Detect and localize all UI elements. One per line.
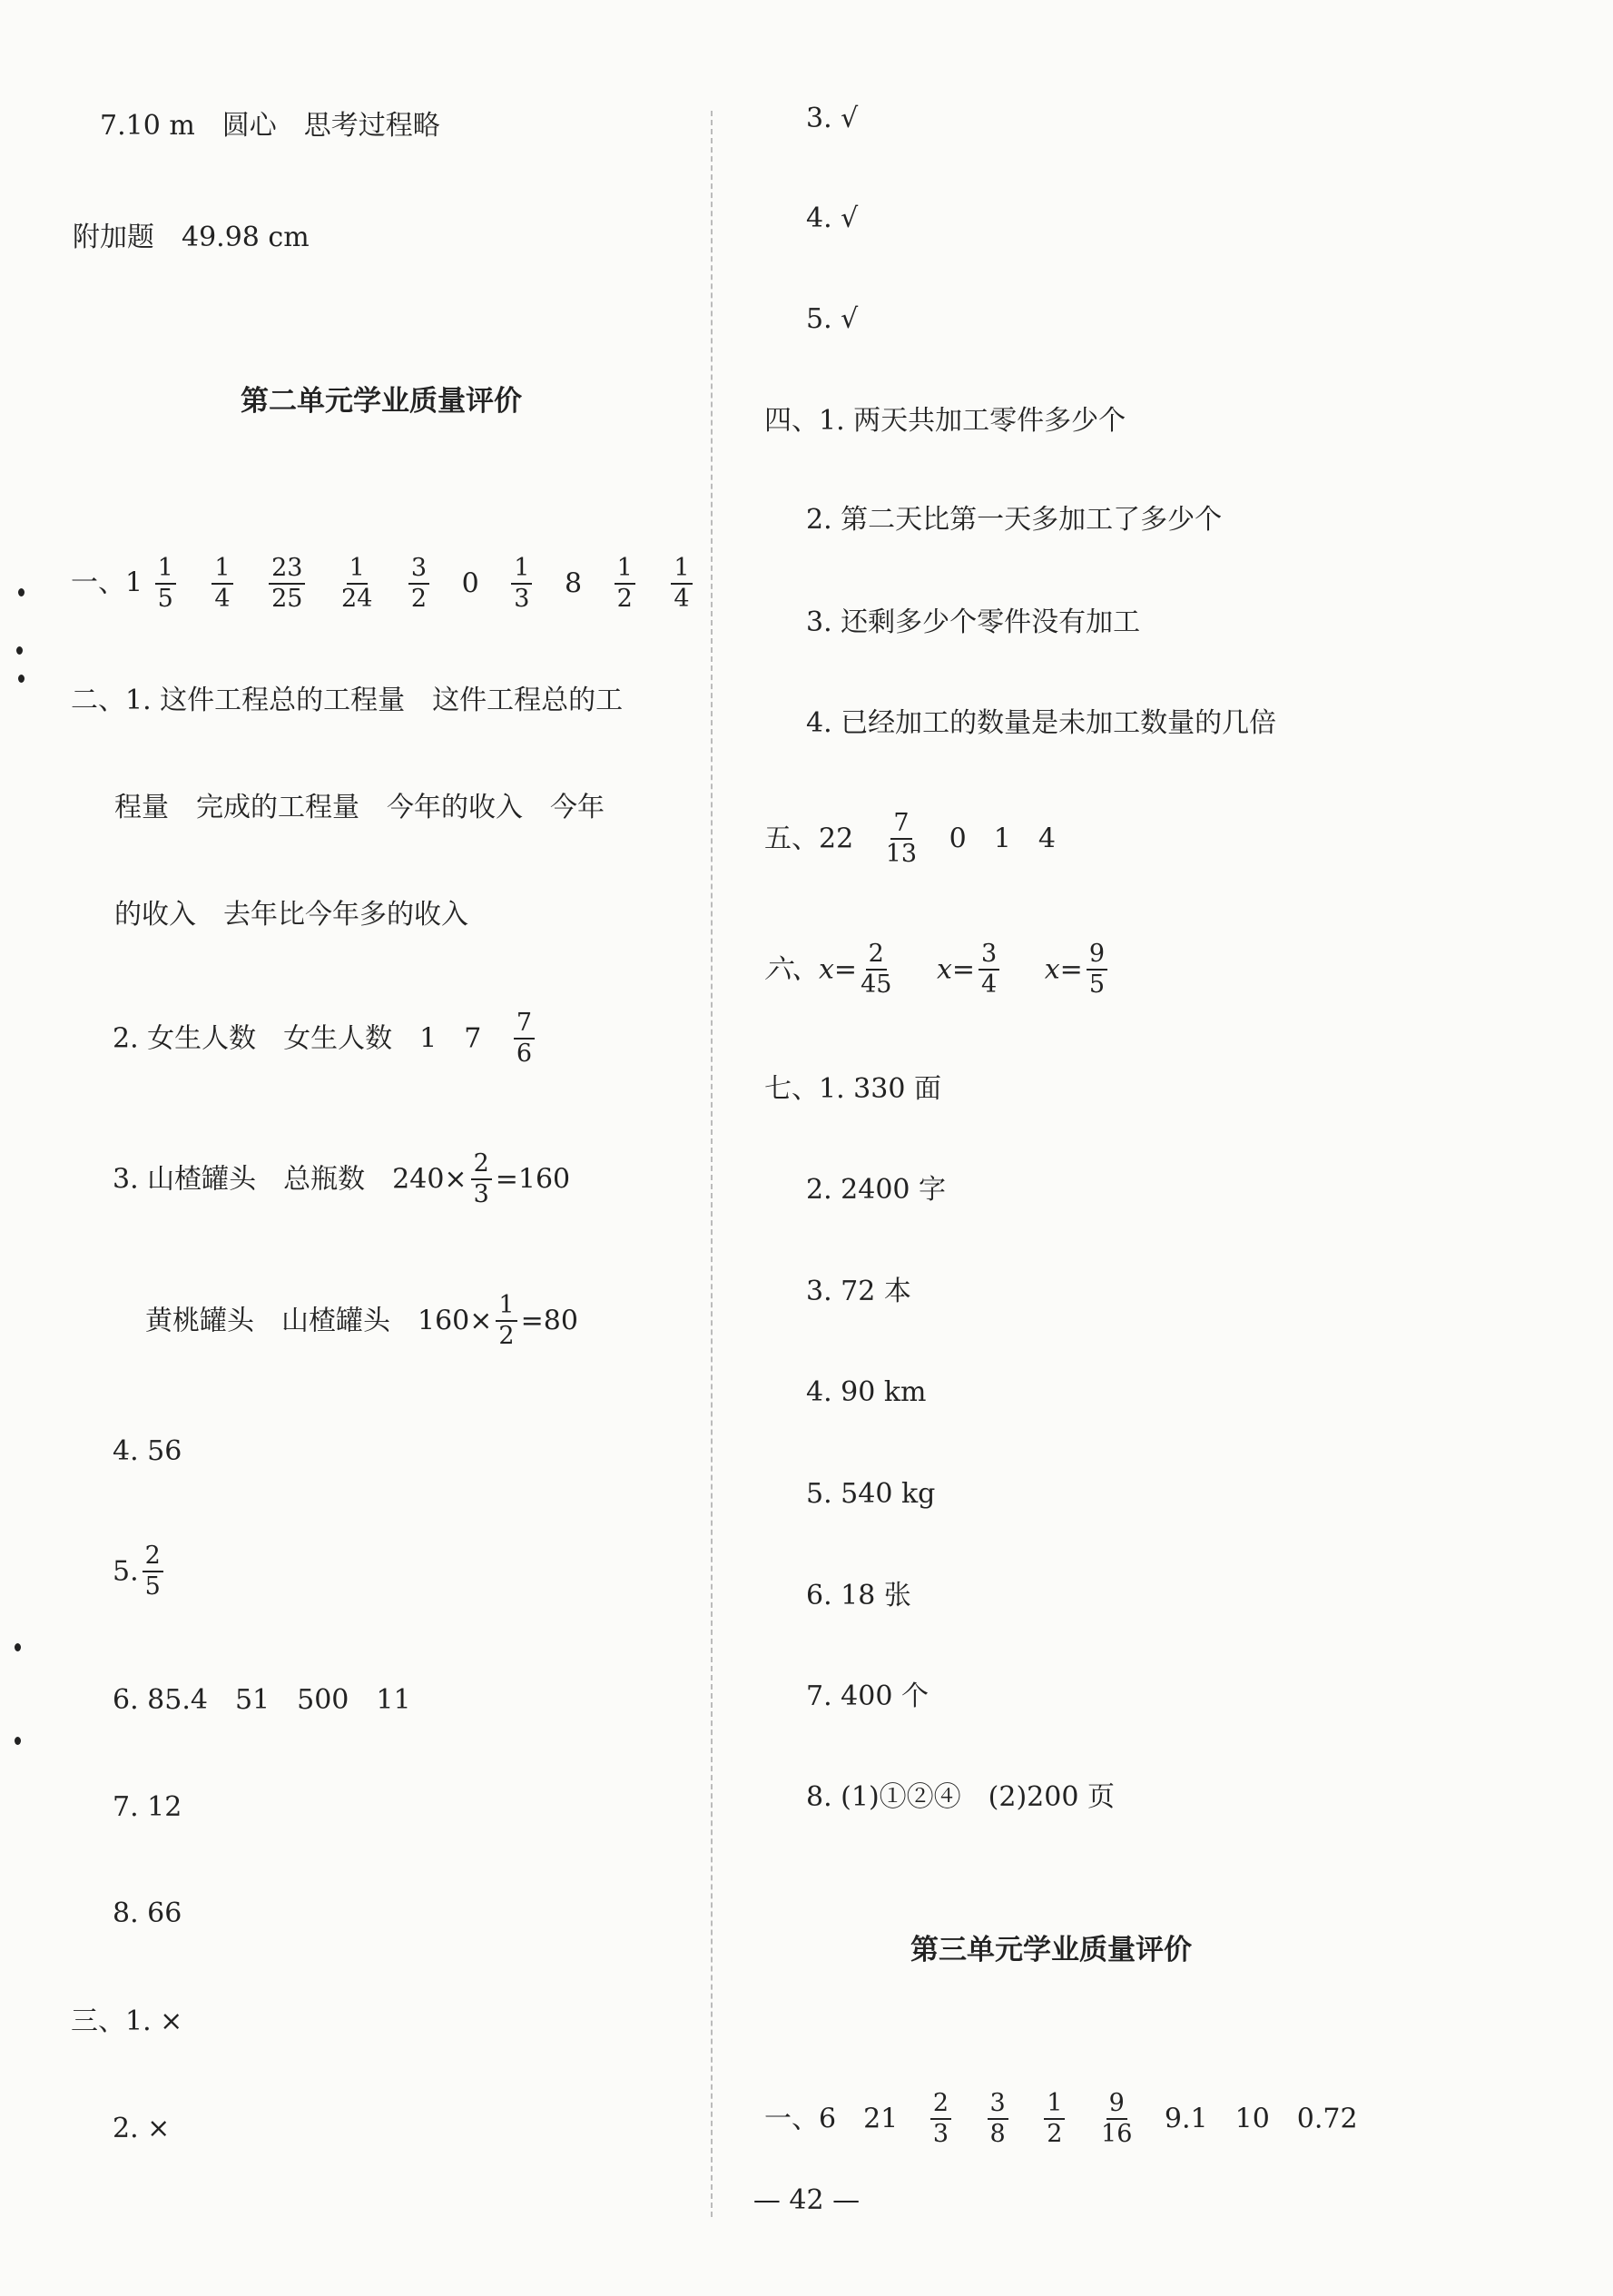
answer-line: 8. 66 xyxy=(113,1897,182,1929)
answer-line: 3. 72 本 xyxy=(806,1276,911,1307)
answer-line: 8. (1)①②④ (2)200 页 xyxy=(806,1781,1115,1813)
answer-line: 程量 完成的工程量 今年的收入 今年 xyxy=(114,792,605,823)
margin-dot xyxy=(16,646,23,655)
margin-dot xyxy=(15,1737,21,1745)
answer-line: 5. 540 kg xyxy=(806,1478,936,1510)
answer-line: 2. 女生人数 女生人数 1 7 $\frac{7}{6}$ xyxy=(113,1010,538,1068)
answer-line: 附加题 49.98 cm xyxy=(73,222,310,253)
answer-line: 6. 85.4 51 500 11 xyxy=(113,1684,411,1716)
answer-line: 4. 56 xyxy=(113,1435,182,1467)
answer-line: 七、1. 330 面 xyxy=(764,1073,941,1105)
answer-line: 4. 90 km xyxy=(806,1376,927,1408)
answer-line: 7. 12 xyxy=(113,1791,182,1823)
answer-line: 二、1. 这件工程总的工程量 这件工程总的工 xyxy=(71,685,624,716)
answer-line: 7. 400 个 xyxy=(806,1680,929,1712)
answer-line: 5. $\frac{2}{5}$ xyxy=(113,1543,167,1601)
answer-line: 三、1. × xyxy=(71,2005,183,2037)
answer-line: 4. √ xyxy=(806,202,859,234)
column-divider xyxy=(711,111,713,2217)
answer-line: 7.10 m 圆心 思考过程略 xyxy=(100,110,440,142)
answer-line: 3. √ xyxy=(806,103,859,134)
answer-line: 4. 已经加工的数量是未加工数量的几倍 xyxy=(806,707,1277,739)
answer-line: 一、1 $\frac{1}{5}$ $\frac{1}{4}$ $\frac{23}{25}$ $\frac{1}{24}$ $\frac{3}{2}$ 0 $\frac{1}{3}$ 8 $\frac{1}{2}$ $\frac{1}{4}$ xyxy=(71,556,696,613)
answer-line: 黄桃罐头 山楂罐头 160× $\frac{1}{2}$ =80 xyxy=(145,1291,578,1351)
answer-line: 的收入 去年比今年多的收入 xyxy=(114,899,468,931)
answer-line: 四、1. 两天共加工零件多少个 xyxy=(764,405,1126,437)
answer-line: 5. √ xyxy=(806,303,859,335)
margin-dot xyxy=(18,675,25,683)
answer-line: 3. 还剩多少个零件没有加工 xyxy=(806,606,1141,638)
margin-dot xyxy=(15,1643,21,1651)
page-number: — 42 — xyxy=(752,2184,861,2216)
answer-line: 6. 18 张 xyxy=(806,1580,911,1611)
answer-line: 2. 2400 字 xyxy=(806,1174,947,1206)
answer-line: 2. 第二天比第一天多加工了多少个 xyxy=(806,504,1223,536)
answer-line: 2. × xyxy=(113,2113,171,2144)
answer-line: 五、22 $\frac{7}{13}$ 0 1 4 xyxy=(764,809,1056,869)
section-title: 第二单元学业质量评价 xyxy=(241,385,522,418)
margin-dot xyxy=(18,588,25,596)
answer-line: 3. 山楂罐头 总瓶数 240× $\frac{2}{3}$ =160 xyxy=(113,1149,571,1209)
section-title: 第三单元学业质量评价 xyxy=(910,1934,1192,1966)
answer-line: 一、6 21 $\frac{2}{3}$ $\frac{3}{8}$ $\frac{1}{2}$ $\frac{9}{16}$ 9.1 10 0.72 xyxy=(764,2089,1358,2149)
answer-line: 六、x= $\frac{2}{45}$ x= $\frac{3}{4}$ x= $\frac{9}{5}$ xyxy=(764,941,1111,999)
